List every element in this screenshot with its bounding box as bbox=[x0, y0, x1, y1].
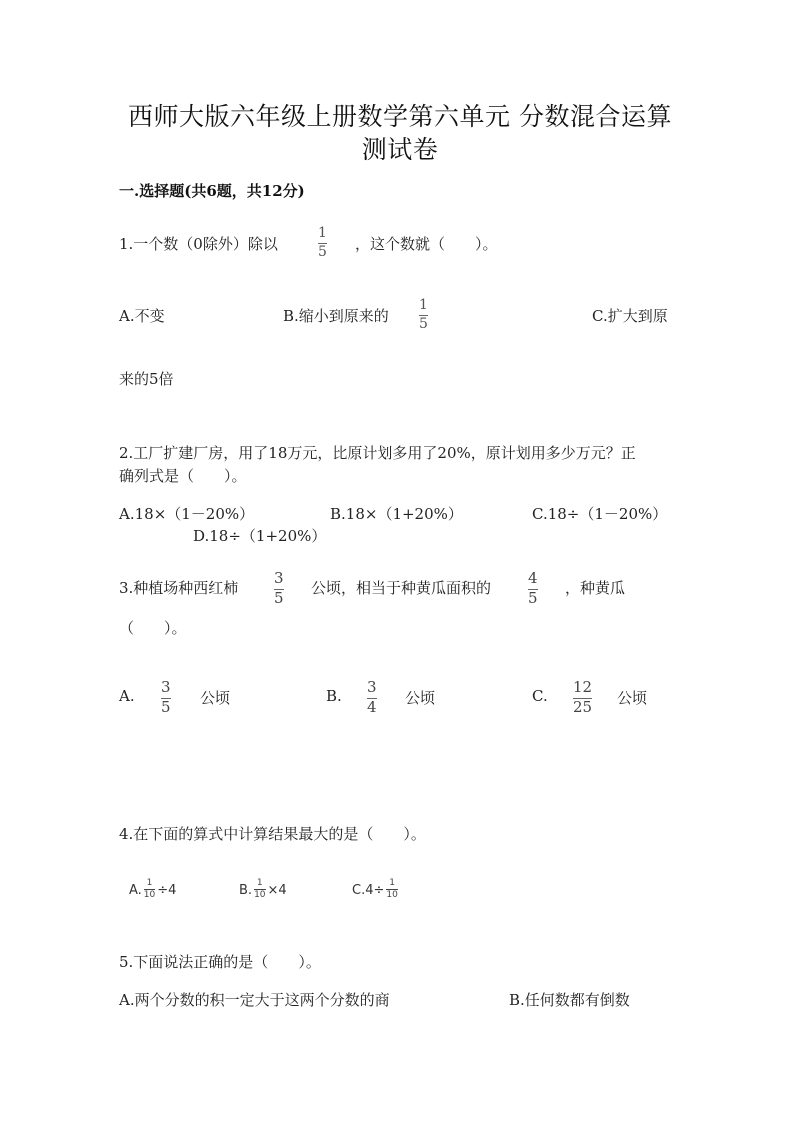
q2-option-d[interactable]: D.18÷（1+20%） bbox=[193, 527, 327, 545]
q4-option-c-denominator: 10 bbox=[386, 890, 398, 900]
q4-option-a-fraction bbox=[144, 879, 155, 900]
q4-option-c[interactable] bbox=[352, 880, 400, 901]
q3-fraction-2 bbox=[528, 571, 538, 607]
q5-option-a[interactable]: A.两个分数的积一定大于这两个分数的商 bbox=[119, 991, 390, 1009]
q3-option-c-numerator: 12 bbox=[573, 678, 593, 696]
q3-option-a-label[interactable]: A. bbox=[119, 687, 135, 705]
q4-option-a-numerator: 1 bbox=[146, 878, 153, 888]
q4-option-b-label: B. bbox=[239, 883, 253, 898]
q2-stem-line-1: 2.工厂扩建厂房，用了18万元，比原计划多用了20%，原计划用多少万元？正 bbox=[119, 444, 636, 462]
page-title-line-2: 测试卷 bbox=[361, 135, 439, 164]
q4-option-a-label: A. bbox=[129, 883, 142, 898]
q2-stem-line-2: 确列式是（ ）。 bbox=[119, 467, 247, 485]
q3-option-a-fraction bbox=[161, 680, 171, 716]
q1-option-b-fraction bbox=[419, 298, 428, 331]
q4-option-b-numerator: 1 bbox=[256, 878, 263, 888]
q3-stem-middle: 公顷，相当于种黄瓜面积的 bbox=[311, 579, 492, 597]
q4-option-b-denominator: 10 bbox=[254, 890, 266, 900]
q4-stem: 4.在下面的算式中计算结果最大的是（ ）。 bbox=[119, 825, 426, 843]
q1-fraction-denominator: 5 bbox=[318, 243, 327, 260]
q2-option-b[interactable]: B.18×（1+20%） bbox=[330, 505, 463, 523]
q5-option-b[interactable]: B.任何数都有倒数 bbox=[509, 991, 630, 1009]
q4-option-a-operation: ÷4 bbox=[157, 883, 177, 898]
q1-option-c[interactable]: C.扩大到原 bbox=[592, 307, 668, 325]
q4-option-c-label: C.4÷ bbox=[352, 883, 385, 898]
q3-option-b-denominator: 4 bbox=[367, 697, 377, 716]
q3-option-a-numerator: 3 bbox=[161, 678, 171, 696]
q3-option-b-unit: 公顷 bbox=[405, 689, 436, 707]
q4-option-c-fraction bbox=[386, 879, 397, 900]
q1-option-b-denominator: 5 bbox=[419, 315, 428, 332]
q3-stem-after: ，种黄瓜 bbox=[565, 579, 626, 597]
q3-option-c-label[interactable]: C. bbox=[532, 687, 548, 705]
q3-fraction-2-denominator: 5 bbox=[528, 588, 538, 607]
q1-option-c-continued: 来的5倍 bbox=[119, 370, 174, 388]
q3-fraction-1 bbox=[274, 571, 284, 607]
q4-option-b-fraction bbox=[254, 879, 265, 900]
q4-option-a[interactable] bbox=[129, 880, 176, 901]
q3-stem-line-2: （ ）。 bbox=[119, 619, 187, 637]
q3-fraction-1-denominator: 5 bbox=[274, 588, 284, 607]
q1-option-b[interactable]: B.缩小到原来的 bbox=[283, 307, 389, 325]
q3-stem-before: 3.种植场种西红柿 bbox=[119, 579, 239, 597]
q2-option-c[interactable]: C.18÷（1－20%） bbox=[532, 505, 668, 523]
q4-option-a-denominator: 10 bbox=[143, 890, 156, 900]
q1-stem-before: 1.一个数（0除外）除以 bbox=[119, 235, 278, 253]
q4-option-c-numerator: 1 bbox=[389, 878, 395, 888]
q2-option-a[interactable]: A.18×（1－20%） bbox=[119, 505, 255, 523]
q1-option-b-numerator: 1 bbox=[419, 297, 428, 313]
section-heading: 一.选择题(共6题，共12分) bbox=[119, 182, 305, 200]
q1-stem-after: ，这个数就（ ）。 bbox=[355, 235, 498, 253]
q1-fraction bbox=[318, 226, 327, 259]
q3-option-b-label[interactable]: B. bbox=[326, 687, 342, 705]
q4-option-b-operation: ×4 bbox=[267, 883, 287, 898]
q3-fraction-1-numerator: 3 bbox=[274, 569, 284, 587]
q3-option-c-denominator: 25 bbox=[573, 697, 593, 716]
page-title-line-1: 西师大版六年级上册数学第六单元 分数混合运算 bbox=[128, 102, 672, 131]
q5-stem: 5.下面说法正确的是（ ）。 bbox=[119, 953, 321, 971]
q3-option-a-unit: 公顷 bbox=[200, 689, 231, 707]
q3-option-a-denominator: 5 bbox=[161, 697, 171, 716]
q3-option-c-fraction bbox=[573, 680, 592, 716]
q3-option-c-unit: 公顷 bbox=[617, 689, 648, 707]
q1-option-a[interactable]: A.不变 bbox=[119, 307, 165, 325]
q3-option-b-numerator: 3 bbox=[367, 678, 377, 696]
q3-fraction-2-numerator: 4 bbox=[528, 569, 538, 587]
q4-option-b[interactable] bbox=[239, 880, 287, 901]
q3-option-b-fraction bbox=[367, 680, 377, 716]
q1-fraction-numerator: 1 bbox=[318, 225, 327, 241]
